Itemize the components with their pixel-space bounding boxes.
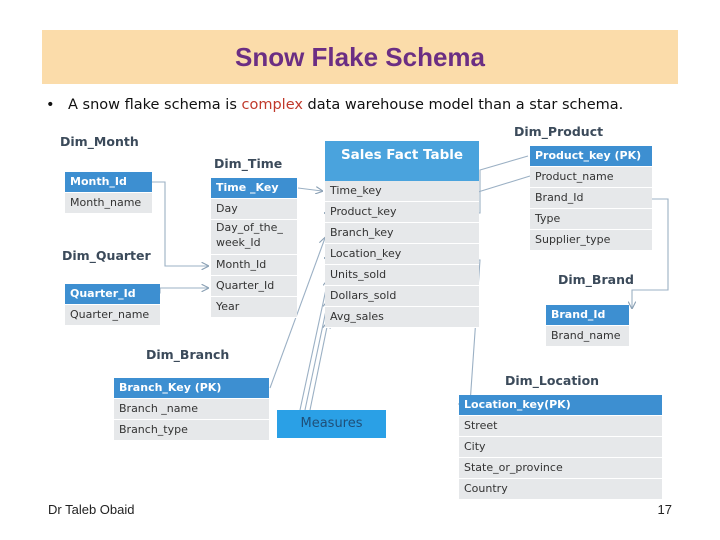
dim-time-title: Dim_Time — [214, 156, 283, 171]
table-row: Time_key — [325, 181, 479, 202]
dim-product-table — [530, 146, 652, 251]
dim-branch-title: Dim_Branch — [146, 347, 230, 362]
table-row: Day — [211, 199, 297, 220]
dim-branch-table — [114, 378, 269, 441]
table-row: Branch_key — [325, 223, 479, 244]
dim-month-table — [65, 172, 152, 214]
link-aux — [478, 176, 530, 216]
link-avg — [310, 322, 328, 410]
table-row: Supplier_type — [530, 230, 652, 251]
link-month — [152, 182, 208, 266]
table-row: Month_name — [65, 193, 152, 214]
dim-location-title: Dim_Location — [505, 373, 600, 388]
table-row: Time _Key — [211, 178, 297, 199]
bullet-highlight: complex — [241, 97, 303, 113]
table-row: Street — [459, 416, 662, 437]
table-row: City — [459, 437, 662, 458]
dim-brand-table — [546, 305, 629, 347]
table-row: Quarter_name — [65, 305, 160, 326]
table-row: Brand_name — [546, 326, 629, 347]
table-row: Avg_sales — [325, 307, 479, 328]
table-row: Location_key — [325, 244, 479, 265]
bullet-text-start: A snow flake schema is — [68, 97, 242, 113]
table-row: week_Id — [211, 236, 297, 255]
dim-brand-title: Dim_Brand — [558, 272, 634, 287]
dim-quarter-table — [65, 284, 160, 326]
table-row: Month_Id — [211, 255, 297, 276]
table-row: State_or_province — [459, 458, 662, 479]
link-time — [298, 188, 322, 191]
table-row: Branch _name — [114, 399, 269, 420]
bullet-text-end: data warehouse model than a star schema. — [302, 97, 624, 113]
table-row: Branch_Key (PK) — [114, 378, 269, 399]
bullet-icon: • — [46, 97, 55, 113]
measures-box: Measures — [277, 410, 386, 438]
table-row: Country — [459, 479, 662, 500]
table-row: Product_key — [325, 202, 479, 223]
page-number: 17 — [657, 502, 672, 517]
dim-month-title: Dim_Month — [60, 134, 139, 149]
table-row: Day_of_the_ — [211, 220, 297, 236]
footer-author: Dr Taleb Obaid — [48, 502, 135, 517]
table-row: Brand_Id — [546, 305, 629, 326]
table-row: Type — [530, 209, 652, 230]
table-row: Product_key (PK) — [530, 146, 652, 167]
dim-quarter-title: Dim_Quarter — [62, 248, 151, 263]
sales-fact-table — [325, 141, 479, 328]
table-row: Branch_type — [114, 420, 269, 441]
fact-table-title: Sales Fact Table — [325, 141, 479, 181]
table-row: Quarter_Id — [65, 284, 160, 305]
table-row: Year — [211, 297, 297, 318]
table-row: Month_Id — [65, 172, 152, 193]
dim-product-title: Dim_Product — [514, 124, 604, 139]
table-row: Units_sold — [325, 265, 479, 286]
table-row: Quarter_Id — [211, 276, 297, 297]
table-row: Brand_Id — [530, 188, 652, 209]
dim-time-table — [211, 178, 297, 318]
table-row: Location_key(PK) — [459, 395, 662, 416]
dim-location-table — [459, 395, 662, 500]
slide-title: Snow Flake Schema — [235, 42, 485, 72]
table-row: Dollars_sold — [325, 286, 479, 307]
table-row: Product_name — [530, 167, 652, 188]
